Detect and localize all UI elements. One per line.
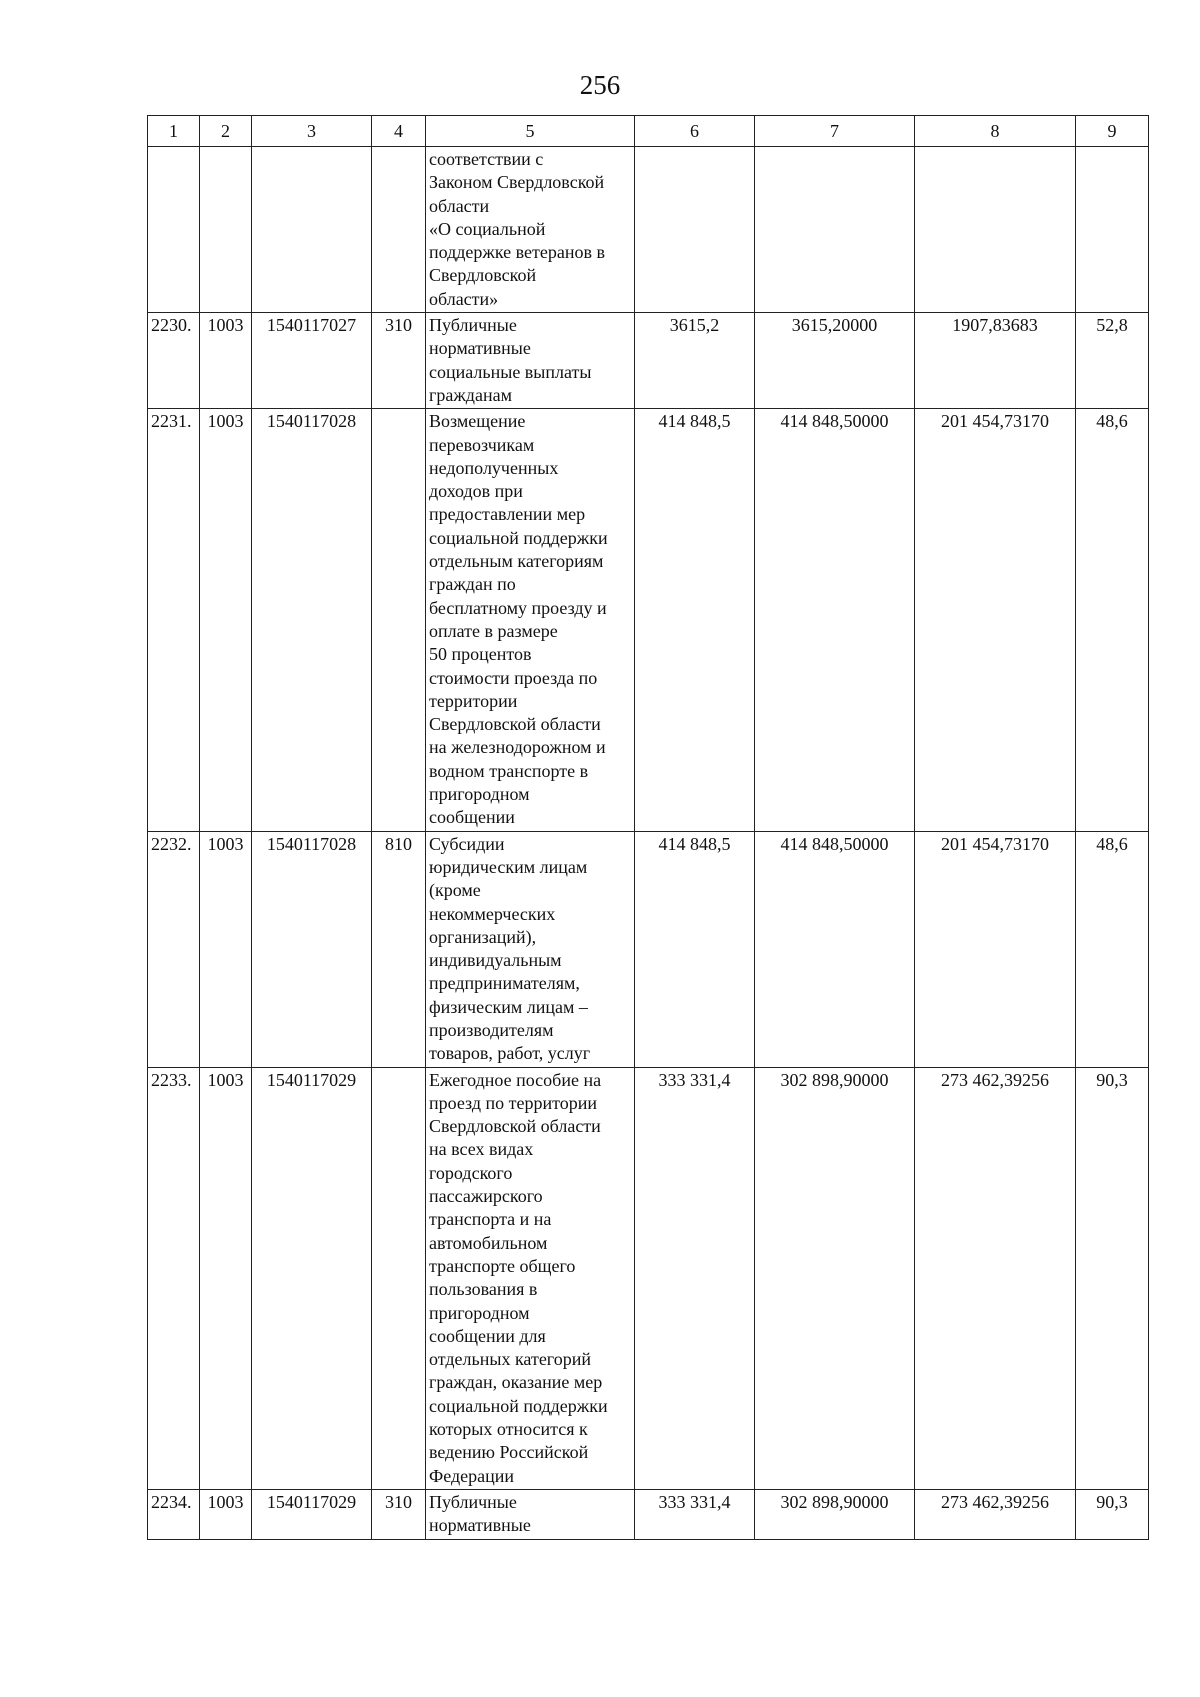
row-number-cell: 2234. <box>148 1489 200 1539</box>
target-code-cell: 1540117028 <box>252 409 372 831</box>
planned-amount-cell <box>755 147 915 313</box>
header-cell: 6 <box>635 116 755 147</box>
approved-amount-cell: 333 331,4 <box>635 1489 755 1539</box>
target-code-cell <box>252 147 372 313</box>
approved-amount-cell: 414 848,5 <box>635 409 755 831</box>
percent-cell: 90,3 <box>1076 1489 1149 1539</box>
expense-type-cell <box>372 409 426 831</box>
percent-cell: 48,6 <box>1076 831 1149 1067</box>
header-cell: 8 <box>915 116 1076 147</box>
planned-amount-cell: 414 848,50000 <box>755 409 915 831</box>
header-cell: 5 <box>426 116 635 147</box>
table-row <box>148 1489 1149 1539</box>
planned-amount-cell: 414 848,50000 <box>755 831 915 1067</box>
approved-amount-cell: 333 331,4 <box>635 1067 755 1489</box>
section-code-cell: 1003 <box>200 409 252 831</box>
planned-amount-cell: 302 898,90000 <box>755 1489 915 1539</box>
item-name-cell: Ежегодное пособие на проезд по территории Свердловской области на всех видах городского пассажирского транспорта и на автомобильном транспорте общего пользования в пригородном сообщении для отдельных категорий граждан, оказание мер социальной поддержки которых относится к ведению Российской Федерации <box>426 1067 635 1489</box>
planned-amount-cell: 302 898,90000 <box>755 1067 915 1489</box>
expense-type-cell <box>372 1067 426 1489</box>
target-code-cell: 1540117029 <box>252 1489 372 1539</box>
section-code-cell: 1003 <box>200 1067 252 1489</box>
executed-amount-cell: 201 454,73170 <box>915 409 1076 831</box>
executed-amount-cell: 273 462,39256 <box>915 1067 1076 1489</box>
executed-amount-cell: 201 454,73170 <box>915 831 1076 1067</box>
row-number-cell <box>148 147 200 313</box>
table-row <box>148 147 1149 313</box>
item-name-cell: Возмещение перевозчикам недополученных доходов при предоставлении мер социальной поддержки отдельным категориям граждан по бесплатному проезду и оплате в размере 50 процентов стоимости проезда по территории Свердловской области на железнодорожном и водном транспорте в пригородном сообщении <box>426 409 635 831</box>
row-number-cell: 2232. <box>148 831 200 1067</box>
executed-amount-cell: 1907,83683 <box>915 313 1076 409</box>
header-cell: 3 <box>252 116 372 147</box>
target-code-cell: 1540117029 <box>252 1067 372 1489</box>
page-number: 256 <box>579 70 621 100</box>
executed-amount-cell: 273 462,39256 <box>915 1489 1076 1539</box>
table-row <box>148 831 1149 1067</box>
item-name-cell: Публичные нормативные <box>426 1489 635 1539</box>
percent-cell <box>1076 147 1149 313</box>
header-cell: 1 <box>148 116 200 147</box>
target-code-cell: 1540117028 <box>252 831 372 1067</box>
percent-cell: 90,3 <box>1076 1067 1149 1489</box>
percent-cell: 52,8 <box>1076 313 1149 409</box>
item-name-cell: Публичные нормативные социальные выплаты гражданам <box>426 313 635 409</box>
header-cell: 4 <box>372 116 426 147</box>
budget-table <box>147 115 1149 1540</box>
row-number-cell: 2233. <box>148 1067 200 1489</box>
item-name-cell: соответствии с Законом Свердловской области «О социальной поддержке ветеранов в Свердловской области» <box>426 147 635 313</box>
section-code-cell: 1003 <box>200 831 252 1067</box>
header-row <box>148 116 1149 147</box>
expense-type-cell: 810 <box>372 831 426 1067</box>
target-code-cell: 1540117027 <box>252 313 372 409</box>
table-row <box>148 1067 1149 1489</box>
header-cell: 2 <box>200 116 252 147</box>
section-code-cell <box>200 147 252 313</box>
section-code-cell: 1003 <box>200 1489 252 1539</box>
expense-type-cell: 310 <box>372 313 426 409</box>
table-row <box>148 409 1149 831</box>
executed-amount-cell <box>915 147 1076 313</box>
expense-type-cell: 310 <box>372 1489 426 1539</box>
table-row <box>148 313 1149 409</box>
row-number-cell: 2231. <box>148 409 200 831</box>
approved-amount-cell: 3615,2 <box>635 313 755 409</box>
item-name-cell: Субсидии юридическим лицам (кроме некоммерческих организаций), индивидуальным предпринимателям, физическим лицам – производителям товаров, работ, услуг <box>426 831 635 1067</box>
approved-amount-cell: 414 848,5 <box>635 831 755 1067</box>
header-cell: 9 <box>1076 116 1149 147</box>
approved-amount-cell <box>635 147 755 313</box>
row-number-cell: 2230. <box>148 313 200 409</box>
percent-cell: 48,6 <box>1076 409 1149 831</box>
planned-amount-cell: 3615,20000 <box>755 313 915 409</box>
header-cell: 7 <box>755 116 915 147</box>
section-code-cell: 1003 <box>200 313 252 409</box>
expense-type-cell <box>372 147 426 313</box>
